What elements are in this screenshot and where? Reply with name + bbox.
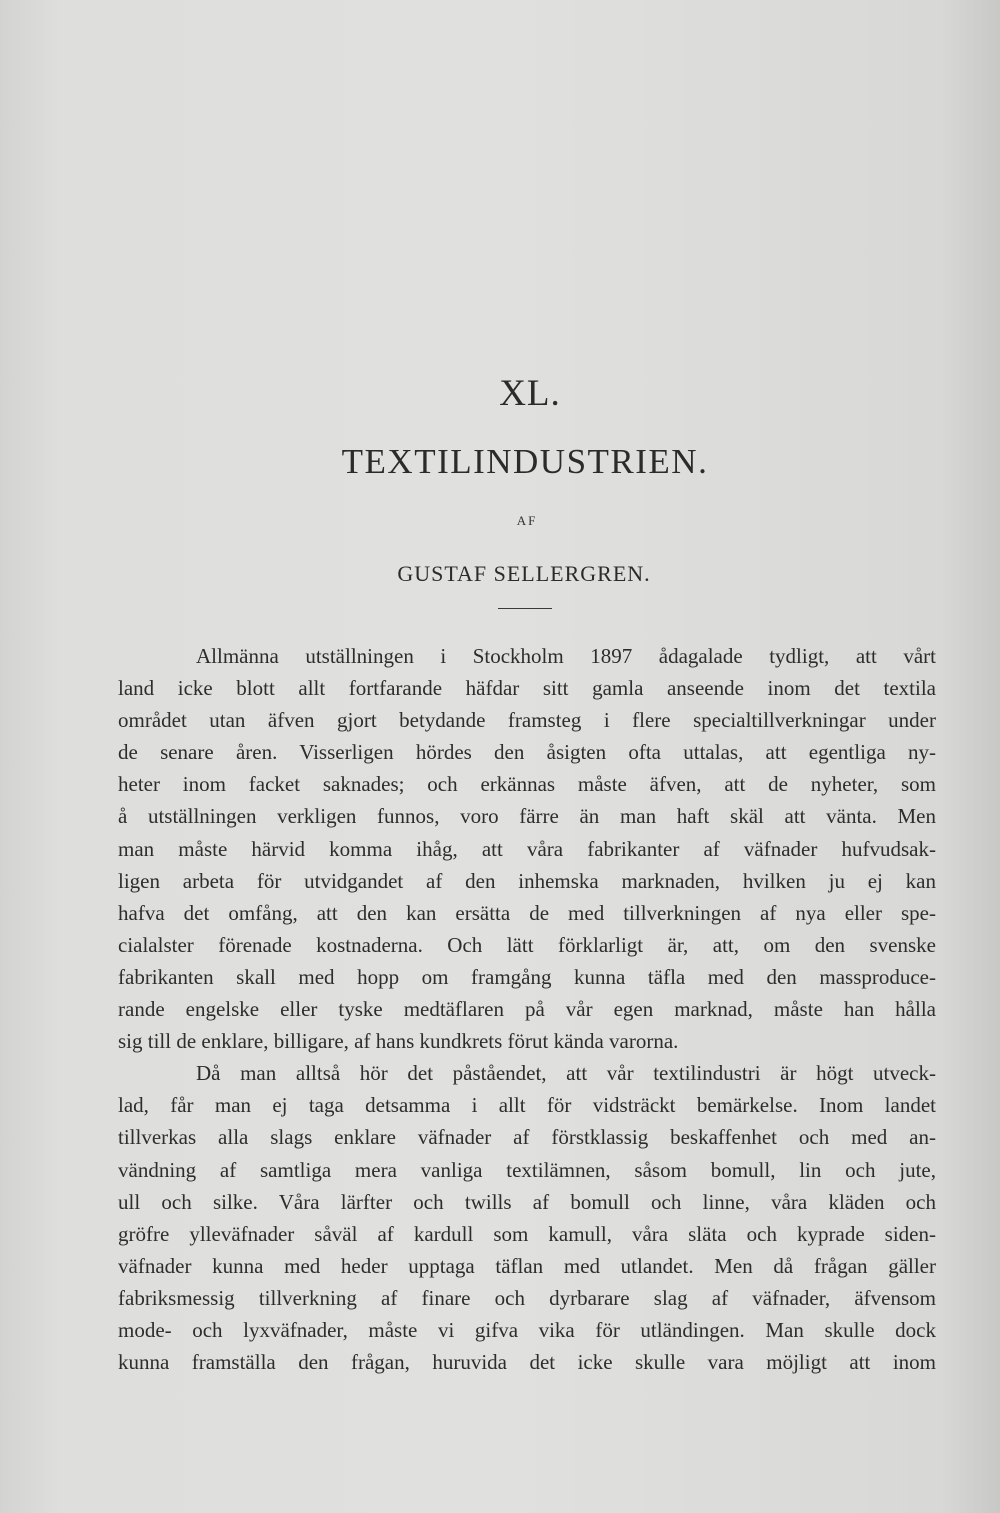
text-line: Allmänna utställningen i Stockholm 1897 ådagalade tydligt, att vårt [196, 644, 936, 668]
text-line: mode- och lyxväfnader, måste vi gifva vika för utländingen. Man skulle dock [118, 1317, 936, 1342]
text-line: området utan äfven gjort betydande framsteg i flere specialtillverkningar under [118, 708, 936, 733]
text-line: de senare åren. Visserligen hördes den åsigten ofta uttalas, att egentliga ny- [118, 740, 936, 765]
text-line: å utställningen verkligen funnos, voro färre än man haft skäl att vänta. Men [118, 804, 936, 829]
chapter-title: TEXTILINDUSTRIEN. [341, 442, 709, 481]
text-line: vändning af samtliga mera vanliga textilämnen, såsom bomull, lin och jute, [118, 1157, 936, 1182]
text-line: gröfre ylleväfnader såväl af kardull som kamull, våra släta och kyprade siden- [118, 1221, 936, 1246]
text-line: cialalster förenade kostnaderna. Och lätt förklarligt är, att, om den svenske [118, 932, 936, 957]
body-text [118, 640, 936, 1378]
text-line: land icke blott allt fortfarande häfdar sitt gamla anseende inom det textila [118, 676, 936, 701]
text-line: kunna framställa den frågan, huruvida det icke skulle vara möjligt att inom [118, 1350, 936, 1375]
chapter-number: XL. [499, 373, 561, 414]
text-line: tillverkas alla slags enklare väfnader af förstklassig beskaffenhet och med an- [118, 1125, 936, 1150]
section-divider [498, 608, 552, 609]
text-line: väfnader kunna med heder upptaga täflan med utlandet. Men då frågan gäller [118, 1253, 936, 1278]
text-line: rande engelske eller tyske medtäflaren på vår egen marknad, måste han hålla [118, 997, 936, 1022]
text-line: man måste härvid komma ihåg, att våra fabrikanter af väfnader hufvudsak- [118, 836, 936, 861]
text-line: ligen arbeta för utvidgandet af den inhemska marknaden, hvilken ju ej kan [118, 868, 936, 893]
text-line: Då man alltså hör det påståendet, att vår textilindustri är högt utveck- [196, 1061, 936, 1086]
text-line: ull och silke. Våra lärfter och twills af bomull och linne, våra kläden och [118, 1189, 936, 1214]
text-line: fabriksmessig tillverkning af finare och dyrbarare slag af väfnader, äfvensom [118, 1285, 936, 1310]
text-line: sig till de enklare, billigare, af hans kundkrets förut kända varorna. [118, 1029, 679, 1054]
text-line: lad, får man ej taga detsamma i allt för vidsträckt bemärkelse. Inom landet [118, 1093, 936, 1118]
text-line: heter inom facket saknades; och erkännas måste äfven, att de nyheter, som [118, 772, 936, 797]
text-line: hafva det omfång, att den kan ersätta de med tillverkningen af nya eller spe- [118, 900, 936, 925]
author-name: GUSTAF SELLERGREN. [397, 561, 651, 586]
text-line: fabrikanten skall med hopp om framgång kunna täfla med den massproduce- [118, 964, 936, 989]
byline-prefix: AF [516, 513, 538, 528]
